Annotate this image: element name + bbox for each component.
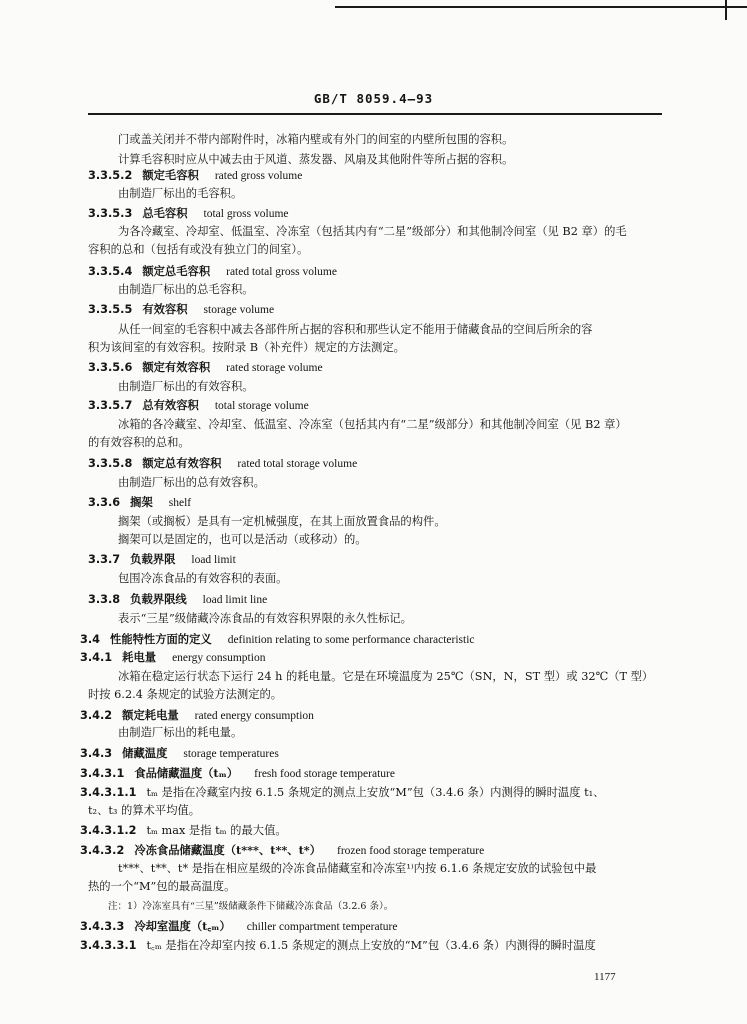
paragraph-line: 积为该间室的有效容积。按附录 B（补充件）规定的方法测定。: [88, 341, 405, 354]
paragraph-line: 冰箱在稳定运行状态下运行 24 h 的耗电量。它是在环境温度为 25℃（SN，N，ST 型）或 32℃（T 型）: [118, 670, 654, 683]
term-chinese: 冷却室温度（t꜀ₘ）: [134, 919, 231, 933]
term-english: rated storage volume: [226, 362, 323, 374]
clause-number: 3.4.3.2: [80, 844, 125, 857]
clause-number: 3.4: [80, 633, 101, 646]
clause-number: 3.3.5.3: [88, 207, 133, 220]
term-chinese: 食品储藏温度（tₘ）: [134, 766, 239, 780]
term-chinese: 冷冻食品储藏温度（t***、t**、t*）: [134, 843, 321, 857]
term-english: energy consumption: [172, 652, 266, 664]
clause-heading: [80, 919, 397, 934]
term-chinese: 有效容积: [142, 302, 188, 316]
term-chinese: 额定有效容积: [142, 360, 211, 374]
clause-heading: [80, 708, 314, 723]
clause-heading: [80, 766, 395, 781]
term-english: rated total gross volume: [226, 266, 337, 278]
clause-number: 3.4.3.3.1: [80, 939, 137, 952]
clause-heading: [80, 746, 279, 761]
paragraph-line: 搁架可以是固定的，也可以是活动（或移动）的。: [118, 533, 367, 546]
paragraph-line: 由制造厂标出的毛容积。: [118, 187, 243, 200]
page-number: 1177: [594, 971, 616, 983]
paragraph-line: 容积的总和（包括有或没有独立门的间室）。: [88, 243, 309, 256]
clause-heading: [88, 206, 289, 221]
paragraph-line: 包围冷冻食品的有效容积的表面。: [118, 572, 288, 585]
clause-number: 3.3.5.7: [88, 399, 133, 412]
term-english: load limit: [191, 554, 236, 566]
clause-heading: [80, 939, 596, 953]
term-english: rated total storage volume: [237, 458, 358, 470]
clause-heading: [80, 843, 484, 858]
clause-number: 3.4.3: [80, 747, 113, 760]
clause-number: 3.3.5.8: [88, 457, 133, 470]
clause-number: 3.3.5.4: [88, 265, 133, 278]
clause-heading: [88, 495, 191, 510]
clause-heading: [80, 650, 265, 665]
paragraph-line: 门或盖关闭并不带内部附件时，冰箱内壁或有外门的间室的内壁所包围的容积。: [118, 133, 514, 146]
clause-number: 3.3.6: [88, 496, 121, 509]
paragraph-line: 的有效容积的总和。: [88, 436, 190, 449]
term-chinese: 总毛容积: [142, 206, 188, 220]
term-english: load limit line: [202, 594, 268, 606]
paragraph-line: 由制造厂标出的总有效容积。: [118, 476, 265, 489]
clause-heading: [88, 552, 236, 567]
paragraph-line: 为各冷藏室、冷却室、低温室、冷冻室（包括其内有“二星”级部分）和其他制冷间室（见 B2 章）的毛: [118, 225, 627, 238]
clause-number: 3.4.3.1.2: [80, 824, 137, 837]
term-english: chiller compartment temperature: [246, 921, 398, 933]
paragraph-line: 时按 6.2.4 条规定的试验方法测定的。: [88, 688, 283, 701]
term-chinese: 总有效容积: [142, 398, 199, 412]
paragraph-line: 表示“三星”级储藏冷冻食品的有效容积界限的永久性标记。: [118, 612, 412, 625]
term-chinese: 额定毛容积: [142, 168, 199, 182]
paragraph-line: 由制造厂标出的有效容积。: [118, 380, 254, 393]
clause-heading: [80, 632, 475, 647]
paragraph-line: 搁架（或搁板）是具有一定机械强度，在其上面放置食品的构件。: [118, 515, 446, 528]
paragraph-line: 由制造厂标出的耗电量。: [118, 726, 243, 739]
clause-heading: [88, 456, 357, 471]
paragraph-line: 冰箱的各冷藏室、冷却室、低温室、冷冻室（包括其内有“二星”级部分）和其他制冷间室（见 B2 章）: [118, 418, 627, 431]
term-english: storage volume: [203, 304, 275, 316]
term-english: storage temperatures: [183, 748, 279, 760]
clause-number: 3.4.1: [80, 651, 113, 664]
term-english: shelf: [168, 497, 192, 509]
term-chinese: 负载界限线: [130, 592, 187, 606]
paragraph-line: 热的一个“M”包的最高温度。: [88, 880, 236, 893]
term-chinese: 额定耗电量: [122, 708, 179, 722]
footnote: 注：1）冷冻室具有“三星”级储藏条件下储藏冷冻食品（3.2.6 条）。: [108, 901, 394, 912]
paragraph-line: 从任一间室的毛容积中减去各部件所占据的容积和那些认定不能用于储藏食品的空间后所余的容: [118, 323, 593, 336]
page-header: GB/T 8059.4—93: [313, 91, 434, 106]
clause-text: tₘ 是指在冷藏室内按 6.1.5 条规定的测点上安放“M”包（3.4.6 条）内测得的瞬时温度 t₁、: [146, 786, 605, 799]
clause-number: 3.4.3.3: [80, 920, 125, 933]
term-english: rated gross volume: [214, 170, 303, 182]
term-chinese: 搁架: [130, 495, 153, 509]
clause-heading: [80, 786, 604, 800]
clause-number: 3.3.5.2: [88, 169, 133, 182]
clause-number: 3.3.7: [88, 553, 121, 566]
term-chinese: 耗电量: [122, 650, 157, 664]
clause-number: 3.4.3.1: [80, 767, 125, 780]
clause-heading: [80, 824, 287, 838]
term-chinese: 额定总毛容积: [142, 264, 211, 278]
clause-heading: [88, 592, 267, 607]
term-english: definition relating to some performance characteristic: [227, 634, 475, 646]
top-edge-rule: [335, 6, 747, 8]
clause-number: 3.4.3.1.1: [80, 786, 137, 799]
clause-number: 3.3.8: [88, 593, 121, 606]
paragraph-line: t₂、t₃ 的算术平均值。: [88, 804, 201, 817]
term-chinese: 性能特性方面的定义: [110, 632, 212, 646]
clause-heading: [88, 302, 274, 317]
term-english: frozen food storage temperature: [337, 845, 485, 857]
paragraph-line: t***、t**、t* 是指在相应星级的冷冻食品储藏室和冷冻室¹⁾内按 6.1.6 条规定安放的试验包中最: [118, 862, 597, 875]
clause-heading: [88, 264, 337, 279]
term-english: total storage volume: [214, 400, 309, 412]
term-english: rated energy consumption: [194, 710, 314, 722]
clause-text: t꜀ₘ 是指在冷却室内按 6.1.5 条规定的测点上安放的“M”包（3.4.6 条）内测得的瞬时温度: [146, 939, 596, 952]
clause-heading: [88, 360, 323, 375]
clause-number: 3.3.5.6: [88, 361, 133, 374]
clause-number: 3.4.2: [80, 709, 113, 722]
term-chinese: 额定总有效容积: [142, 456, 222, 470]
term-english: fresh food storage temperature: [254, 768, 395, 780]
clause-number: 3.3.5.5: [88, 303, 133, 316]
corner-rule: [725, 0, 727, 20]
paragraph-line: 计算毛容积时应从中减去由于风道、蒸发器、风扇及其他附件等所占据的容积。: [118, 153, 514, 166]
clause-heading: [88, 398, 309, 413]
term-chinese: 负载界限: [130, 552, 176, 566]
term-english: total gross volume: [203, 208, 289, 220]
clause-heading: [88, 168, 302, 183]
term-chinese: 储藏温度: [122, 746, 168, 760]
header-rule: [88, 113, 662, 115]
paragraph-line: 由制造厂标出的总毛容积。: [118, 283, 254, 296]
clause-text: tₘ max 是指 tₘ 的最大值。: [146, 824, 287, 837]
